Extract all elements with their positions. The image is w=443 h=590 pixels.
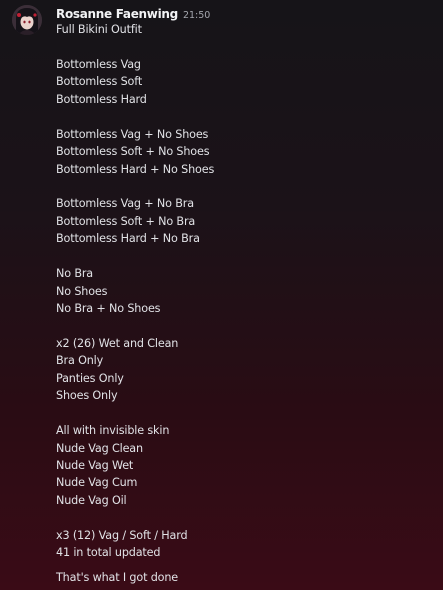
timestamp[interactable]: 21:50	[182, 10, 211, 21]
message-line: Nude Vag Cum	[56, 476, 138, 490]
message-line: No Shoes	[56, 284, 108, 298]
message-line: No Bra + No Shoes	[56, 302, 161, 315]
message-line: Nude Vag Clean	[56, 441, 143, 455]
message-line: Bottomless Vag + No Shoes	[56, 127, 209, 141]
message-line: Bottomless Soft	[56, 75, 143, 89]
message-line: Bra Only	[56, 354, 104, 368]
message-line: Bottomless Hard	[56, 92, 147, 106]
message-content	[56, 21, 436, 562]
message-header	[56, 3, 210, 21]
blank-line	[56, 405, 436, 422]
message-line: Bottomless Vag + No Bra	[56, 197, 194, 211]
blank-line	[56, 38, 436, 55]
message-line: Nude Vag Wet	[56, 458, 134, 472]
message-line: x3 (12) Vag / Soft / Hard	[56, 528, 188, 542]
message-line: Bottomless Hard + No Bra	[56, 232, 200, 246]
message-line: All with invisible skin	[56, 424, 170, 438]
message-line: Bottomless Vag	[56, 57, 141, 71]
message-line: Nude Vag Oil	[56, 493, 127, 507]
message-line: Shoes Only	[56, 389, 118, 403]
message-line: No Bra	[56, 267, 93, 281]
followup-message: That's what I got done	[56, 571, 179, 584]
username[interactable]: Rosanne Faenwing	[56, 7, 178, 21]
avatar-image	[12, 5, 42, 35]
message-line: 41 in total updated	[56, 546, 161, 560]
blank-line	[56, 108, 436, 125]
message-line: x2 (26) Wet and Clean	[56, 336, 179, 350]
message-line: Bottomless Hard + No Shoes	[56, 162, 215, 176]
message-line: Bottomless Soft + No Shoes	[56, 145, 210, 159]
message-line: Panties Only	[56, 371, 124, 385]
blank-line	[56, 317, 436, 334]
user-avatar-icon[interactable]	[12, 5, 42, 35]
blank-line	[56, 178, 436, 195]
blank-line	[56, 248, 436, 265]
message-line: Bottomless Soft + No Bra	[56, 214, 196, 228]
blank-line	[56, 509, 436, 526]
message-line: Full Bikini Outfit	[56, 23, 142, 36]
